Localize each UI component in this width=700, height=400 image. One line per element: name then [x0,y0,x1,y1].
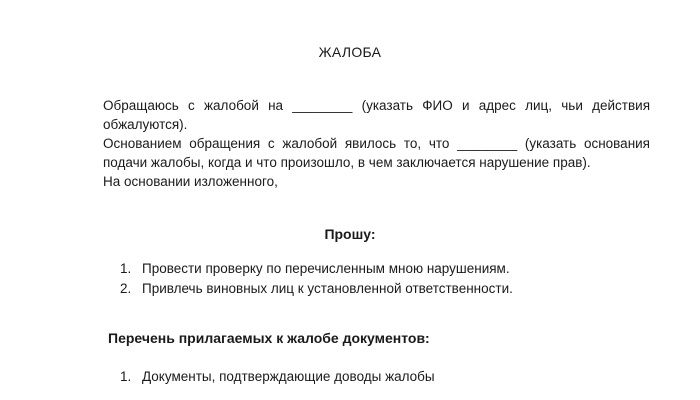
request-heading: Прошу: [324,226,376,242]
document-body [103,96,650,191]
attachments-heading: Перечень прилагаемых к жалобе документов: [108,330,430,346]
list-item-number: 1. [120,369,132,384]
list-item [120,367,435,387]
paragraph-complaint-grounds: Основанием обращения с жалобой явилось то, что ________ (указать основания подачи жалобы, когда и что произошло, в чем заключается нарушение прав). [103,136,650,170]
list-item-number: 2. [120,281,132,296]
paragraph-complaint-target: Обращаюсь с жалобой на ________ (указать ФИО и адрес лиц, чьи действия обжалуются). [103,98,650,132]
request-list [120,259,513,299]
list-item-text: Документы, подтверждающие доводы жалобы [142,369,435,384]
list-item-text: Провести проверку по перечисленным мною нарушениям. [142,261,510,276]
list-item-text: Привлечь виновных лиц к установленной ответственности. [142,281,513,296]
attachments-list [120,367,435,387]
list-item [120,259,513,279]
list-item [120,279,513,299]
paragraph-conclusion: На основании изложенного, [103,174,278,189]
document-title: ЖАЛОБА [318,44,382,60]
list-item-number: 1. [120,261,132,276]
